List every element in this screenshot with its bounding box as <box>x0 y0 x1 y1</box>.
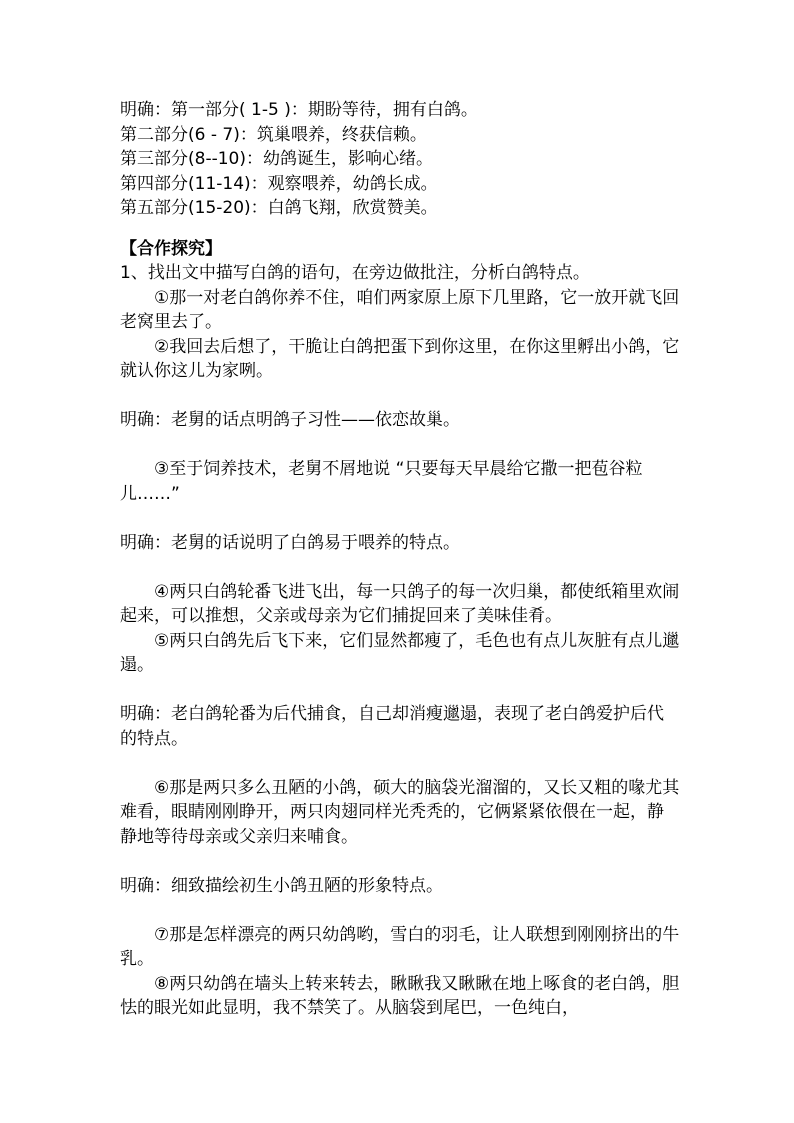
part-summary-5: 第五部分(15-20)：白鸽飞翔，欣赏赞美。 <box>120 198 438 218</box>
spacer <box>120 221 680 237</box>
part-summary-4: 第四部分(11-14)：观察喂养，幼鸽长成。 <box>120 173 438 194</box>
quote-5: ⑤两只白鸽先后飞下来，它们显然都瘦了，毛色也有点儿灰脏有点儿邋遢。 <box>120 630 680 675</box>
quote-4: ④两只白鸽轮番飞进飞出，每一只鸽子的每一次归巢，都使纸箱里欢闹起来，可以推想，父亲或母亲为它们捕捉回来了美味佳肴。 <box>120 581 680 626</box>
quote-3: ③至于饲养技术，老舅不屑地说 “只要每天早晨给它撒一把苞谷粒儿……” <box>120 459 643 504</box>
quote-7: ⑦那是怎样漂亮的两只幼鸽哟，雪白的羽毛，让人联想到刚刚挤出的牛乳。 <box>120 924 680 969</box>
task-instruction: 1、找出文中描写白鸽的语句，在旁边做批注，分析白鸽特点。 <box>120 263 590 283</box>
spacer <box>120 506 680 531</box>
spacer <box>120 898 680 923</box>
section-heading: 【合作探究】 <box>120 238 222 259</box>
spacer <box>120 384 680 409</box>
spacer <box>120 849 680 874</box>
spacer <box>120 678 680 703</box>
quote-2: ②我回去后想了，干脆让白鸽把蛋下到你这里，在你这里孵出小鸽，它就认你这儿为家咧。 <box>120 336 680 381</box>
part-summary-1: 明确：第一部分( 1-5 )：期盼等待，拥有白鸽。 <box>120 100 478 120</box>
part-summary-2: 第二部分(6 - 7)：筑巢喂养，终获信赖。 <box>120 124 427 145</box>
answer-4: 明确：细致描绘初生小鸽丑陋的形象特点。 <box>120 875 443 896</box>
quote-8: ⑧两只幼鸽在墙头上转来转去，瞅瞅我又瞅瞅在地上啄食的老白鸽，胆怯的眼光如此显明，我不禁笑了。从脑袋到尾巴，一色纯白， <box>120 973 680 1018</box>
answer-1: 明确：老舅的话点明鸽子习性——依恋故巢。 <box>120 410 460 430</box>
part-summary-3: 第三部分(8--10)：幼鸽诞生，影响心绪。 <box>120 149 433 169</box>
spacer <box>120 555 680 580</box>
spacer <box>120 433 680 458</box>
spacer <box>120 751 680 776</box>
answer-2: 明确：老舅的话说明了白鸽易于喂养的特点。 <box>120 532 460 553</box>
quote-6: ⑥那是两只多么丑陋的小鸽，硕大的脑袋光溜溜的，又长又粗的喙尤其难看，眼睛刚刚睁开，两只肉翅同样光秃秃的，它俩紧紧依偎在一起，静静地等待母亲或父亲归来哺食。 <box>120 777 680 847</box>
quote-1: ①那一对老白鸽你养不住，咱们两家原上原下几里路，它一放开就飞回老窝里去了。 <box>120 287 680 332</box>
document-body <box>120 98 680 1021</box>
answer-3: 明确：老白鸽轮番为后代捕食，自己却消瘦邋遢，表现了老白鸽爱护后代的特点。 <box>120 704 664 749</box>
